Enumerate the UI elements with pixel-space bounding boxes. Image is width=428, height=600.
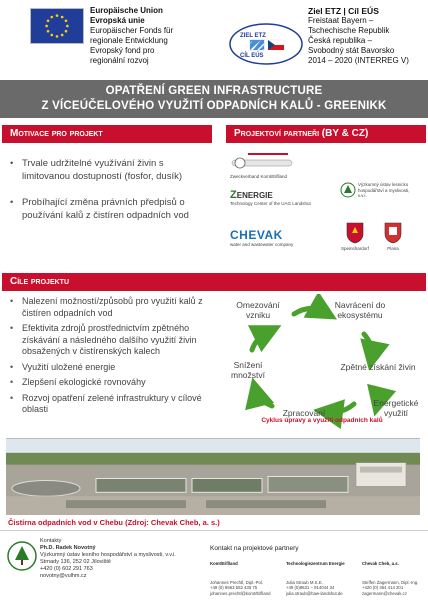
list-item: • Využití uložené energie — [10, 362, 222, 374]
partner-contact-line: +49 (0) 9563 552 435 75 — [210, 585, 258, 591]
partner-contact-line: +49 (0)8631 – 914044 34 — [286, 585, 335, 591]
partner-contact-chevak — [362, 561, 426, 596]
page-title — [0, 80, 428, 118]
eu-line: Evropský fond pro — [90, 46, 155, 55]
cycle-arrow — [364, 334, 372, 356]
cycle-node-zpetne-ziskani: Zpětné získání živin — [340, 362, 416, 372]
ziel-line: Ziel ETZ | Cíl EÚS — [308, 6, 379, 16]
list-item: • Rozvoj opatření zelené infrastruktury v cílové oblasti — [10, 393, 222, 416]
partner-contact-email[interactable]: julia.straub@haw-landshut.de — [286, 590, 343, 596]
list-item: • Nalezení možností/způsobů pro využití kalů z čistíren odpadních vod — [10, 296, 222, 319]
ziel-line: Tschechische Republik — [308, 26, 390, 35]
eu-text — [90, 6, 220, 66]
title-line-1: OPATŘENÍ GREEN INFRASTRUCTURE — [105, 85, 323, 97]
partner-contact-email[interactable]: johannes.prechtl@komt/Eiflland — [210, 590, 271, 596]
title-line-2: Z VÍCEÚČELOVÉHO VYUŽITÍ ODPADNÍCH KALŮ - GREENIKK — [41, 100, 387, 112]
partner-energie — [230, 190, 334, 207]
contact-line: Strnady 136, 252 02 Jíloviště — [40, 559, 111, 565]
cycle-node-omezovani: Omezování vzniku — [236, 300, 280, 320]
contact-line: +420 (0) 602 291 763 — [40, 566, 93, 572]
photo-caption: Čistírna odpadních vod v Chebu (Zdroj: Chevak Cheb, a. s.) — [8, 518, 220, 527]
header — [0, 0, 428, 78]
eu-line: Europäischer Fonds für — [90, 26, 174, 35]
speinshardorf-crest-icon — [346, 222, 364, 244]
ziel-text — [308, 6, 426, 66]
partner-contact-line: Johannes Prechtl, Dipl.-Pol. — [210, 579, 264, 585]
eu-line: Evropská unie — [90, 16, 145, 25]
energie-brand: ENERGIE — [236, 191, 273, 200]
partner-contacts-title: Kontakt na projektové partnery — [210, 545, 299, 552]
cycle-arrow — [252, 332, 268, 350]
eu-line: regionální rozvoj — [90, 56, 149, 65]
energie-logo-icon: Z — [230, 189, 237, 201]
chevak-brand: CHEVAK — [230, 228, 283, 242]
cycle-arrow — [256, 392, 272, 406]
wastewater-plant-photo — [6, 438, 420, 515]
section-motivace-header: Motivace pro projekt — [2, 125, 212, 143]
partners-logos — [228, 148, 428, 268]
ziel-line: Freistaat Bayern – — [308, 16, 374, 25]
vulhm-logo-icon — [6, 540, 38, 580]
partner-contact-email[interactable]: zagermann@chevak.cz — [362, 590, 407, 596]
ziel-line: Česká republika – — [308, 36, 373, 45]
section-partneri-header: Projektoví partneři (BY & CZ) — [226, 125, 426, 143]
partner-chevak — [230, 228, 334, 248]
list-item: • Zlepšení ekologické rovnováhy — [10, 377, 222, 389]
cycle-node-energeticke: Energetické využití — [373, 398, 419, 418]
eu-line: regionale Entwicklung — [90, 36, 168, 45]
partner-contact-energie — [286, 561, 360, 596]
partner-speinshardorf-label: Speinshardorf — [340, 245, 370, 251]
bavaria-flag-icon — [250, 40, 264, 50]
cycle-node-snizeni: Snížení množství — [230, 360, 265, 380]
eu-line: Europäische Union — [90, 6, 163, 15]
partner-plana-label: Plana — [387, 245, 399, 251]
partner-contact-head: Komt/Eiflland — [210, 561, 238, 566]
partner-speinshardorf — [340, 222, 370, 251]
list-item: • Probíhající změna právních předpisů o používání kalů z čistíren odpadních vod — [10, 197, 210, 222]
motivace-list — [10, 158, 210, 227]
partner-komt — [230, 150, 330, 179]
partner-vulhm — [340, 182, 416, 199]
partner-energie-label: Technology Center of the UAG Landshut — [230, 201, 311, 206]
ziel-line: Svobodný stát Bavorsko — [308, 46, 395, 55]
partner-plana — [378, 222, 408, 251]
list-item: • Trvale udržitelné využívání živin s limitovanou dostupností (fosfor, dusík) — [10, 158, 210, 183]
plana-crest-icon — [384, 222, 402, 244]
partner-komt-label: Zweckverband Komt/Eiflland — [230, 173, 288, 179]
partner-contact-head: Technologiezentrum Energie — [286, 561, 345, 566]
eu-flag-icon — [30, 8, 84, 44]
list-item: • Efektivita zdrojů prostřednictvím zpětného získávání a následného dalšího využití živin obsažených v čistírenských kalech — [10, 323, 222, 358]
cil-logo-text: CÍL EÚS — [240, 53, 264, 59]
partner-vulhm-label: Výzkumný ústav lesnicko hospodářství a myslivosti, v.v.i. — [358, 182, 410, 198]
ziel-etz-logo — [228, 22, 304, 66]
partner-contact-head: Chevak Cheb, a.s. — [362, 561, 399, 566]
partner-contact-line: Steffen Zagermann, Dipl.-Ing. — [362, 579, 419, 585]
section-cile-header: Cíle projektu — [2, 273, 426, 291]
contact-block — [40, 538, 190, 580]
contact-email[interactable]: novotny@vulhm.cz — [40, 573, 87, 579]
partner-contact-line: +420 (0) 354 414 201 — [362, 585, 404, 591]
ziel-line: 2014 – 2020 (INTERREG V) — [308, 56, 409, 65]
ziel-logo-text: ZIEL ETZ — [240, 33, 266, 39]
footer-divider — [0, 530, 428, 531]
komt-logo-icon — [230, 150, 296, 172]
cycle-node-zpracovani: Zpracování — [282, 408, 326, 418]
contact-line: Výzkumný ústav lesního hospodářství a myslivosti, v.v.i. — [40, 552, 176, 558]
cile-list — [10, 296, 222, 420]
contact-name: Ph.D. Radek Novotný — [40, 545, 96, 551]
cycle-node-navraceni: Navrácení do ekosystému — [334, 300, 386, 320]
partner-contact-komt — [210, 561, 284, 596]
contact-line: Kontakty — [40, 538, 62, 544]
partner-chevak-label: water and wastewater company — [230, 242, 294, 247]
vulhm-logo-icon — [340, 182, 356, 198]
czech-flag-icon — [268, 40, 284, 50]
cycle-caption: Cyklus úpravy a využití odpadních kalů — [261, 417, 383, 424]
partner-contact-line: Julia Straub M.S.E. — [286, 579, 323, 585]
